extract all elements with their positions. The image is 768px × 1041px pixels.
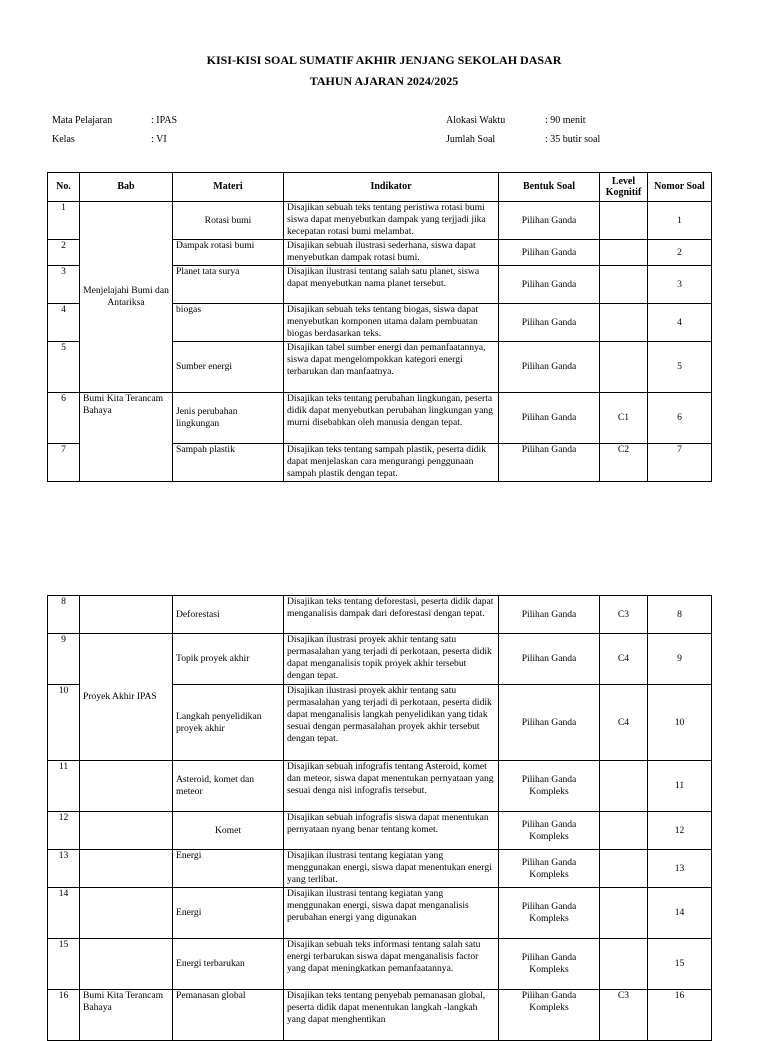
- cell-materi: biogas: [173, 304, 284, 342]
- table-row: [48, 761, 712, 812]
- cell-level: [600, 304, 648, 342]
- table-row: [48, 596, 712, 634]
- cell-bab: Bumi Kita Terancam Bahaya: [80, 393, 173, 482]
- table-row: [48, 393, 712, 444]
- table-row: [48, 888, 712, 939]
- cell-no: 11: [48, 761, 80, 812]
- cell-no: 5: [48, 342, 80, 393]
- jumlah-label: Jumlah Soal: [446, 134, 496, 145]
- cell-materi: Energi: [173, 888, 284, 939]
- cell-bentuk: Pilihan Ganda Kompleks: [499, 888, 600, 939]
- cell-materi: Pemanasan global: [173, 990, 284, 1041]
- cell-materi: Rotasi bumi: [173, 202, 284, 240]
- cell-materi: Sampah plastik: [173, 444, 284, 482]
- cell-materi: Asteroid, komet dan meteor: [173, 761, 284, 812]
- cell-materi: Deforestasi: [173, 596, 284, 634]
- cell-level: [600, 888, 648, 939]
- cell-bentuk: Pilihan Ganda: [499, 596, 600, 634]
- cell-materi: Sumber energi: [173, 342, 284, 393]
- table-row: [48, 990, 712, 1041]
- cell-level: [600, 761, 648, 812]
- cell-indikator: Disajikan teks tentang penyebab pemanasan global, peserta didik dapat menentukan langkah -langkah yang dapat menghentikan: [284, 990, 499, 1041]
- header-bentuk: Bentuk Soal: [499, 173, 600, 202]
- cell-level: C3: [600, 596, 648, 634]
- cell-no: 13: [48, 850, 80, 888]
- cell-indikator: Disajikan teks tentang sampah plastik, peserta didik dapat menjelaskan cara mengurangi penggunaan sampah plastik dengan tepat.: [284, 444, 499, 482]
- header-nomor: Nomor Soal: [648, 173, 712, 202]
- jumlah-value: : 35 butir soal: [545, 134, 601, 145]
- cell-level: C2: [600, 444, 648, 482]
- cell-indikator: Disajikan ilustrasi tentang kegiatan yang menggunakan energi, siswa dapat menentukan energi yang terlibat.: [284, 850, 499, 888]
- cell-materi: Energi: [173, 850, 284, 888]
- cell-no: 6: [48, 393, 80, 444]
- cell-bentuk: Pilihan Ganda: [499, 444, 600, 482]
- cell-no: 9: [48, 634, 80, 685]
- cell-nomor: 9: [648, 634, 712, 685]
- kisi-table-page1: [47, 172, 712, 482]
- cell-no: 14: [48, 888, 80, 939]
- cell-bab-empty: [80, 596, 173, 634]
- cell-indikator: Disajikan sebuah teks tentang biogas, siswa dapat menyebutkan komponen utama dalam pembuatan biogas berdasarkan teks.: [284, 304, 499, 342]
- header-bab: Bab: [80, 173, 173, 202]
- cell-no: 4: [48, 304, 80, 342]
- cell-no: 7: [48, 444, 80, 482]
- cell-nomor: 15: [648, 939, 712, 990]
- cell-bentuk: Pilihan Ganda: [499, 685, 600, 761]
- header-materi: Materi: [173, 173, 284, 202]
- header-indikator: Indikator: [284, 173, 499, 202]
- cell-indikator: Disajikan sebuah teks informasi tentang salah satu energi terbarukan siswa dapat menganalisis factor yang dapat meningkatkan pemanfaatannya.: [284, 939, 499, 990]
- cell-nomor: 5: [648, 342, 712, 393]
- cell-bab: Menjelajahi Bumi dan Antariksa: [80, 202, 173, 393]
- cell-bentuk: Pilihan Ganda: [499, 634, 600, 685]
- cell-nomor: 8: [648, 596, 712, 634]
- cell-bab-empty: [80, 888, 173, 939]
- table-row: [48, 850, 712, 888]
- cell-level: [600, 266, 648, 304]
- cell-no: 3: [48, 266, 80, 304]
- cell-indikator: Disajikan tabel sumber energi dan pemanfaatannya, siswa dapat mengelompokkan kategori energi terbarukan dan manfaatnya.: [284, 342, 499, 393]
- cell-bentuk: Pilihan Ganda: [499, 202, 600, 240]
- mapel-value: : IPAS: [151, 115, 178, 126]
- cell-bab-empty: [80, 850, 173, 888]
- cell-no: 8: [48, 596, 80, 634]
- cell-nomor: 13: [648, 850, 712, 888]
- cell-no: 15: [48, 939, 80, 990]
- cell-materi: Komet: [173, 812, 284, 850]
- cell-level: [600, 939, 648, 990]
- cell-no: 10: [48, 685, 80, 761]
- waktu-value: : 90 menit: [545, 115, 586, 126]
- cell-no: 2: [48, 240, 80, 266]
- cell-nomor: 2: [648, 240, 712, 266]
- cell-bab: Bumi Kita Terancam Bahaya: [80, 990, 173, 1041]
- cell-nomor: 10: [648, 685, 712, 761]
- kelas-label: Kelas: [52, 134, 75, 145]
- cell-bentuk: Pilihan Ganda Kompleks: [499, 812, 600, 850]
- cell-nomor: 3: [648, 266, 712, 304]
- cell-bentuk: Pilihan Ganda Kompleks: [499, 850, 600, 888]
- table-row: [48, 812, 712, 850]
- document-subtitle: TAHUN AJARAN 2024/2025: [309, 74, 459, 88]
- cell-indikator: Disajikan ilustrasi proyek akhir tentang satu permasalahan yang terjadi di perkotaan, peserta didik dapat menganalisis topik proyek akhir tersebut dengan tepat.: [284, 634, 499, 685]
- cell-level: [600, 850, 648, 888]
- cell-indikator: Disajikan sebuah infografis tentang Asteroid, komet dan meteor, siswa dapat menentukan pernyataan yang sesuai denga nisi infografis tersebut.: [284, 761, 499, 812]
- cell-bab-empty: [80, 812, 173, 850]
- cell-no: 12: [48, 812, 80, 850]
- cell-materi: Topik proyek akhir: [173, 634, 284, 685]
- cell-nomor: 14: [648, 888, 712, 939]
- cell-level: [600, 812, 648, 850]
- cell-nomor: 11: [648, 761, 712, 812]
- cell-bab-empty: [80, 761, 173, 812]
- table-header-row: [48, 173, 712, 202]
- cell-indikator: Disajikan sebuah teks tentang peristiwa rotasi bumi siswa dapat menyebutkan dampak yang terjjadi jika kecepatan rotasi bumi melambat.: [284, 202, 499, 240]
- cell-nomor: 16: [648, 990, 712, 1041]
- cell-level: [600, 202, 648, 240]
- cell-indikator: Disajikan teks tentang perubahan lingkungan, peserta didik dapat menyebutkan perubahan lingkungan yang murni disebabkan oleh manusia dengan tepat.: [284, 393, 499, 444]
- cell-nomor: 4: [648, 304, 712, 342]
- cell-bentuk: Pilihan Ganda Kompleks: [499, 990, 600, 1041]
- cell-bab-empty: [80, 939, 173, 990]
- cell-level: C1: [600, 393, 648, 444]
- cell-bentuk: Pilihan Ganda Kompleks: [499, 761, 600, 812]
- cell-materi: Dampak rotasi bumi: [173, 240, 284, 266]
- cell-level: C3: [600, 990, 648, 1041]
- cell-indikator: Disajikan sebuah ilustrasi sederhana, siswa dapat menyebutkan dampak rotasi bumi.: [284, 240, 499, 266]
- cell-level: C4: [600, 685, 648, 761]
- cell-nomor: 6: [648, 393, 712, 444]
- document-title: KISI-KISI SOAL SUMATIF AKHIR JENJANG SEKOLAH DASAR: [206, 53, 562, 67]
- header-no: No.: [48, 173, 80, 202]
- waktu-label: Alokasi Waktu: [446, 115, 506, 126]
- cell-bentuk: Pilihan Ganda: [499, 266, 600, 304]
- cell-bentuk: Pilihan Ganda: [499, 304, 600, 342]
- table-row: [48, 634, 712, 685]
- cell-no: 16: [48, 990, 80, 1041]
- cell-indikator: Disajikan sebuah infografis siswa dapat menentukan pernyataan nyang benar tentang komet.: [284, 812, 499, 850]
- mapel-label: Mata Pelajaran: [52, 115, 113, 126]
- table-row: [48, 202, 712, 240]
- kisi-table-page2: [47, 595, 712, 1041]
- cell-no: 1: [48, 202, 80, 240]
- cell-nomor: 7: [648, 444, 712, 482]
- cell-materi: Langkah penyelidikan proyek akhir: [173, 685, 284, 761]
- cell-materi: Planet tata surya: [173, 266, 284, 304]
- cell-bab: Proyek Akhir IPAS: [80, 634, 173, 761]
- kelas-value: : VI: [151, 134, 167, 145]
- cell-nomor: 12: [648, 812, 712, 850]
- cell-indikator: Disajikan ilustrasi proyek akhir tentang satu permasalahan yang terjadi di perkotaan, peserta didik dapat menganalisis langkah penyelidikan yang tidak sesuai dengan permasalahan proyek akhir tersebut dengan tepat.: [284, 685, 499, 761]
- cell-level: [600, 342, 648, 393]
- cell-bentuk: Pilihan Ganda Kompleks: [499, 939, 600, 990]
- cell-materi: Energi terbarukan: [173, 939, 284, 990]
- cell-indikator: Disajikan teks tentang deforestasi, peserta didik dapat menganalisis dampak dari deforestasi dengan tepat.: [284, 596, 499, 634]
- header-level: Level Kognitif: [600, 173, 648, 202]
- cell-level: [600, 240, 648, 266]
- cell-bentuk: Pilihan Ganda: [499, 393, 600, 444]
- cell-indikator: Disajikan ilustrasi tentang kegiatan yang menggunakan energi, siswa dapat menganalisis perubahan energi yang digunakan: [284, 888, 499, 939]
- cell-level: C4: [600, 634, 648, 685]
- cell-bentuk: Pilihan Ganda: [499, 342, 600, 393]
- cell-nomor: 1: [648, 202, 712, 240]
- cell-bentuk: Pilihan Ganda: [499, 240, 600, 266]
- table-row: [48, 939, 712, 990]
- cell-indikator: Disajikan ilustrasi tentang salah satu planet, siswa dapat menyebutkan nama planet tersebut.: [284, 266, 499, 304]
- cell-materi: Jenis perubahan lingkungan: [173, 393, 284, 444]
